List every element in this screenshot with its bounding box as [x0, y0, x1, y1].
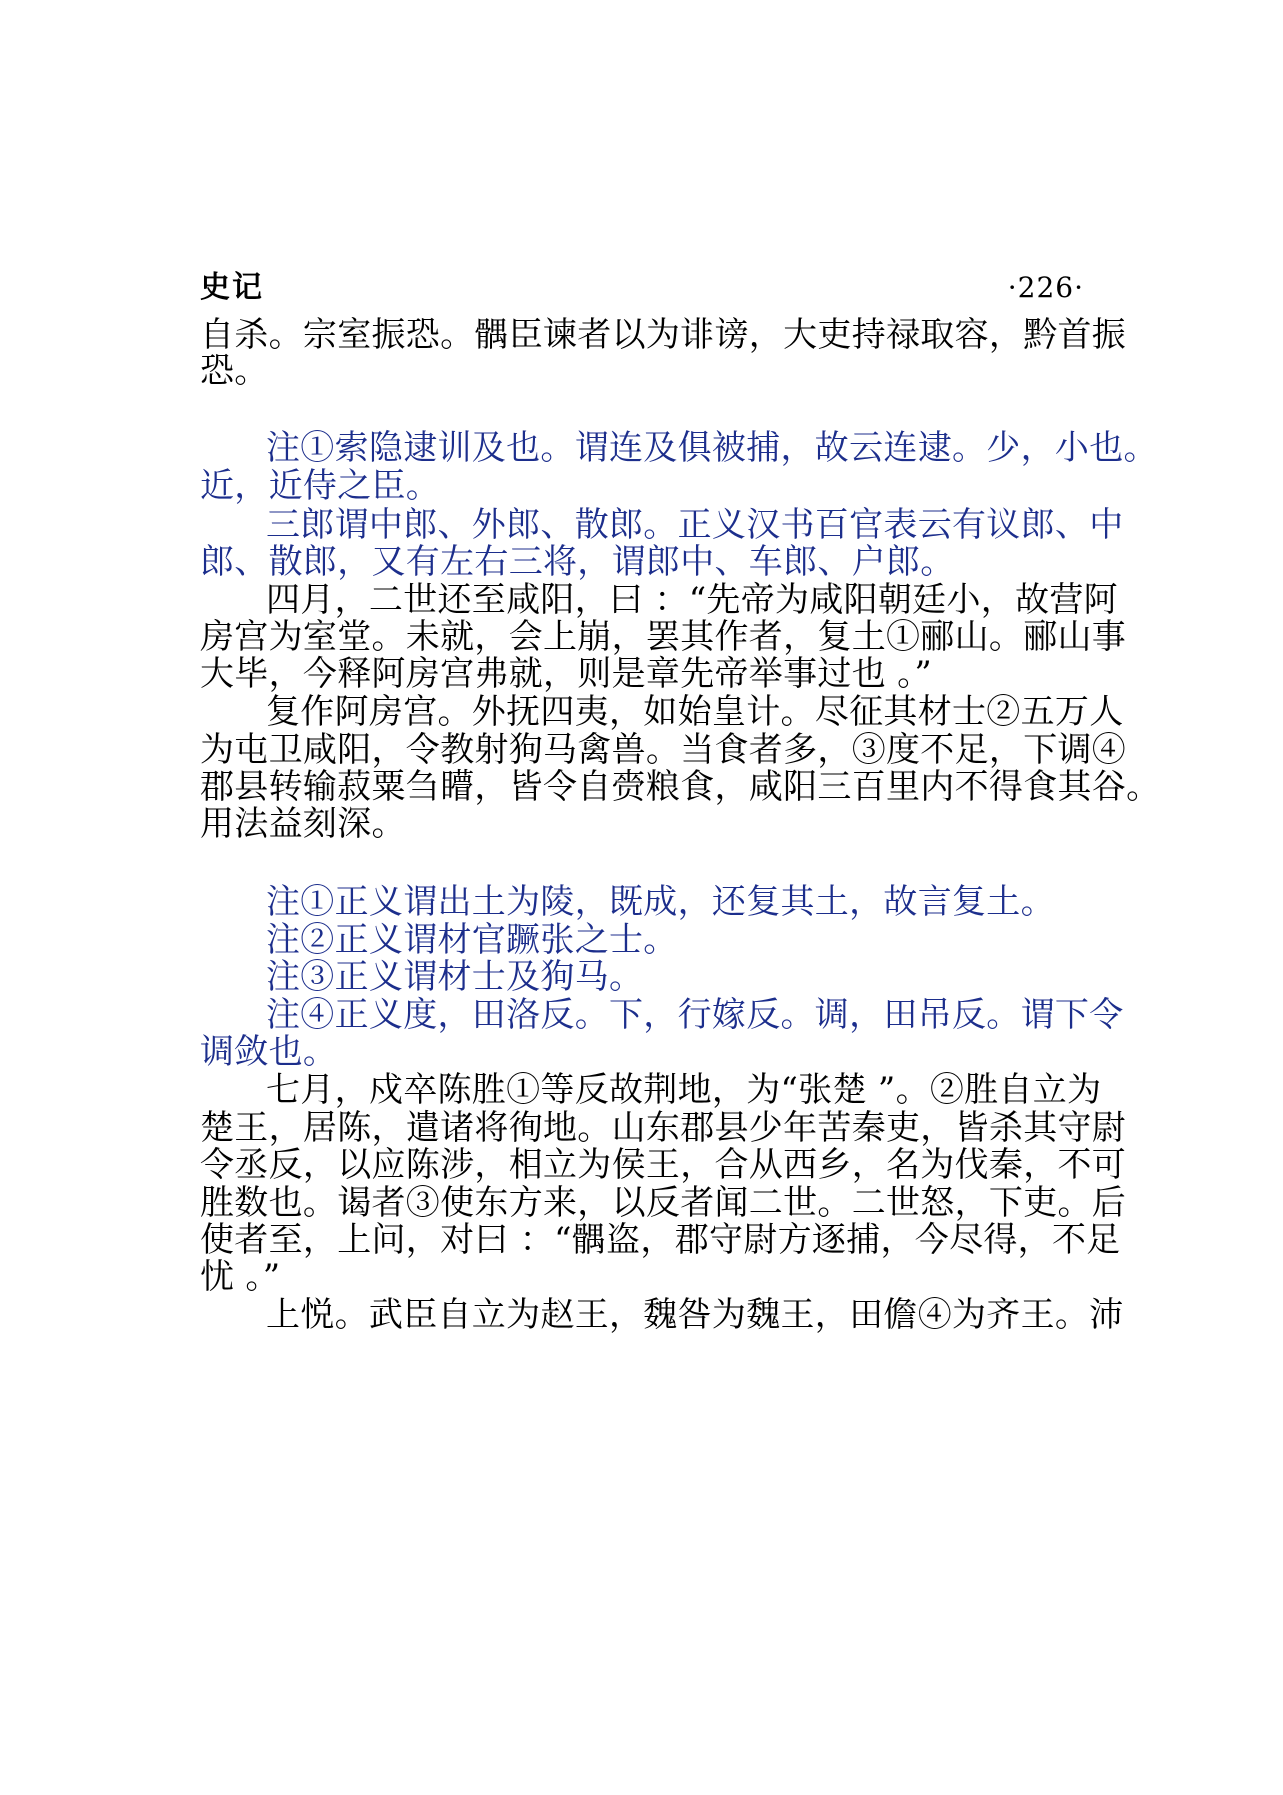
text-line: 房宫为室堂。未就，会上崩，罢其作者，复土①郦山。郦山事	[200, 617, 1127, 657]
note-line: 三郎谓中郎、外郎、散郎。正义汉书百官表云有议郎、中	[266, 505, 1124, 545]
note-line: 注①正义谓出土为陵，既成，还复其土，故言复土。	[266, 882, 1055, 922]
page-number: ·226·	[1007, 271, 1084, 304]
text-line: 忧 。”	[200, 1257, 281, 1297]
text-line: 令丞反，以应陈涉，相立为侯王，合从西乡，名为伐秦，不可	[200, 1145, 1127, 1185]
text-line: 用法益刻深。	[200, 804, 406, 844]
text-line: 为屯卫咸阳，令教射狗马禽兽。当食者多，③度不足，下调④	[200, 730, 1127, 770]
text-line: 上悦。武臣自立为赵王，魏咎为魏王，田儋④为齐王。沛	[266, 1295, 1124, 1335]
text-line: 四月，二世还至咸阳，曰 ：“先帝为咸阳朝廷小，故营阿	[266, 580, 1118, 620]
text-line: 七月，戍卒陈胜①等反故荆地，为“张楚 ”。②胜自立为	[266, 1070, 1102, 1110]
note-line: 近，近侍之臣。	[200, 466, 441, 506]
text-line: 胜数也。谒者③使东方来，以反者闻二世。二世怒，下吏。后	[200, 1183, 1127, 1223]
text-line: 楚王，居陈，遣诸将徇地。山东郡县少年苦秦吏，皆杀其守尉	[200, 1108, 1127, 1148]
note-line: 注①索隐逮训及也。谓连及俱被捕，故云连逮。少，小也。	[266, 428, 1158, 468]
text-line: 大毕，今释阿房宫弗就，则是章先帝举事过也 。”	[200, 654, 933, 694]
book-title: 史记	[200, 270, 264, 305]
note-line: 注④正义度，田洛反。下，行嫁反。调，田吊反。谓下令	[266, 995, 1124, 1035]
note-line: 调敛也。	[200, 1032, 338, 1072]
text-line: 复作阿房宫。外抚四夷，如始皇计。尽征其材士②五万人	[266, 692, 1124, 732]
note-line: 注②正义谓材官蹶张之士。	[266, 920, 678, 960]
text-line: 郡县转输菽粟刍矒，皆令自赍粮食，咸阳三百里内不得食其谷。	[200, 767, 1161, 807]
text-line: 使者至，上问，对曰 ：“髃盗，郡守尉方逐捕，今尽得，不足	[200, 1220, 1121, 1260]
note-line: 注③正义谓材士及狗马。	[266, 957, 644, 997]
text-line: 恐。	[200, 351, 269, 391]
note-line: 郎、散郎，又有左右三将，谓郎中、车郎、户郎。	[200, 542, 955, 582]
text-line: 自杀。宗室振恐。髃臣谏者以为诽谤，大吏持禄取容，黔首振	[200, 315, 1127, 355]
